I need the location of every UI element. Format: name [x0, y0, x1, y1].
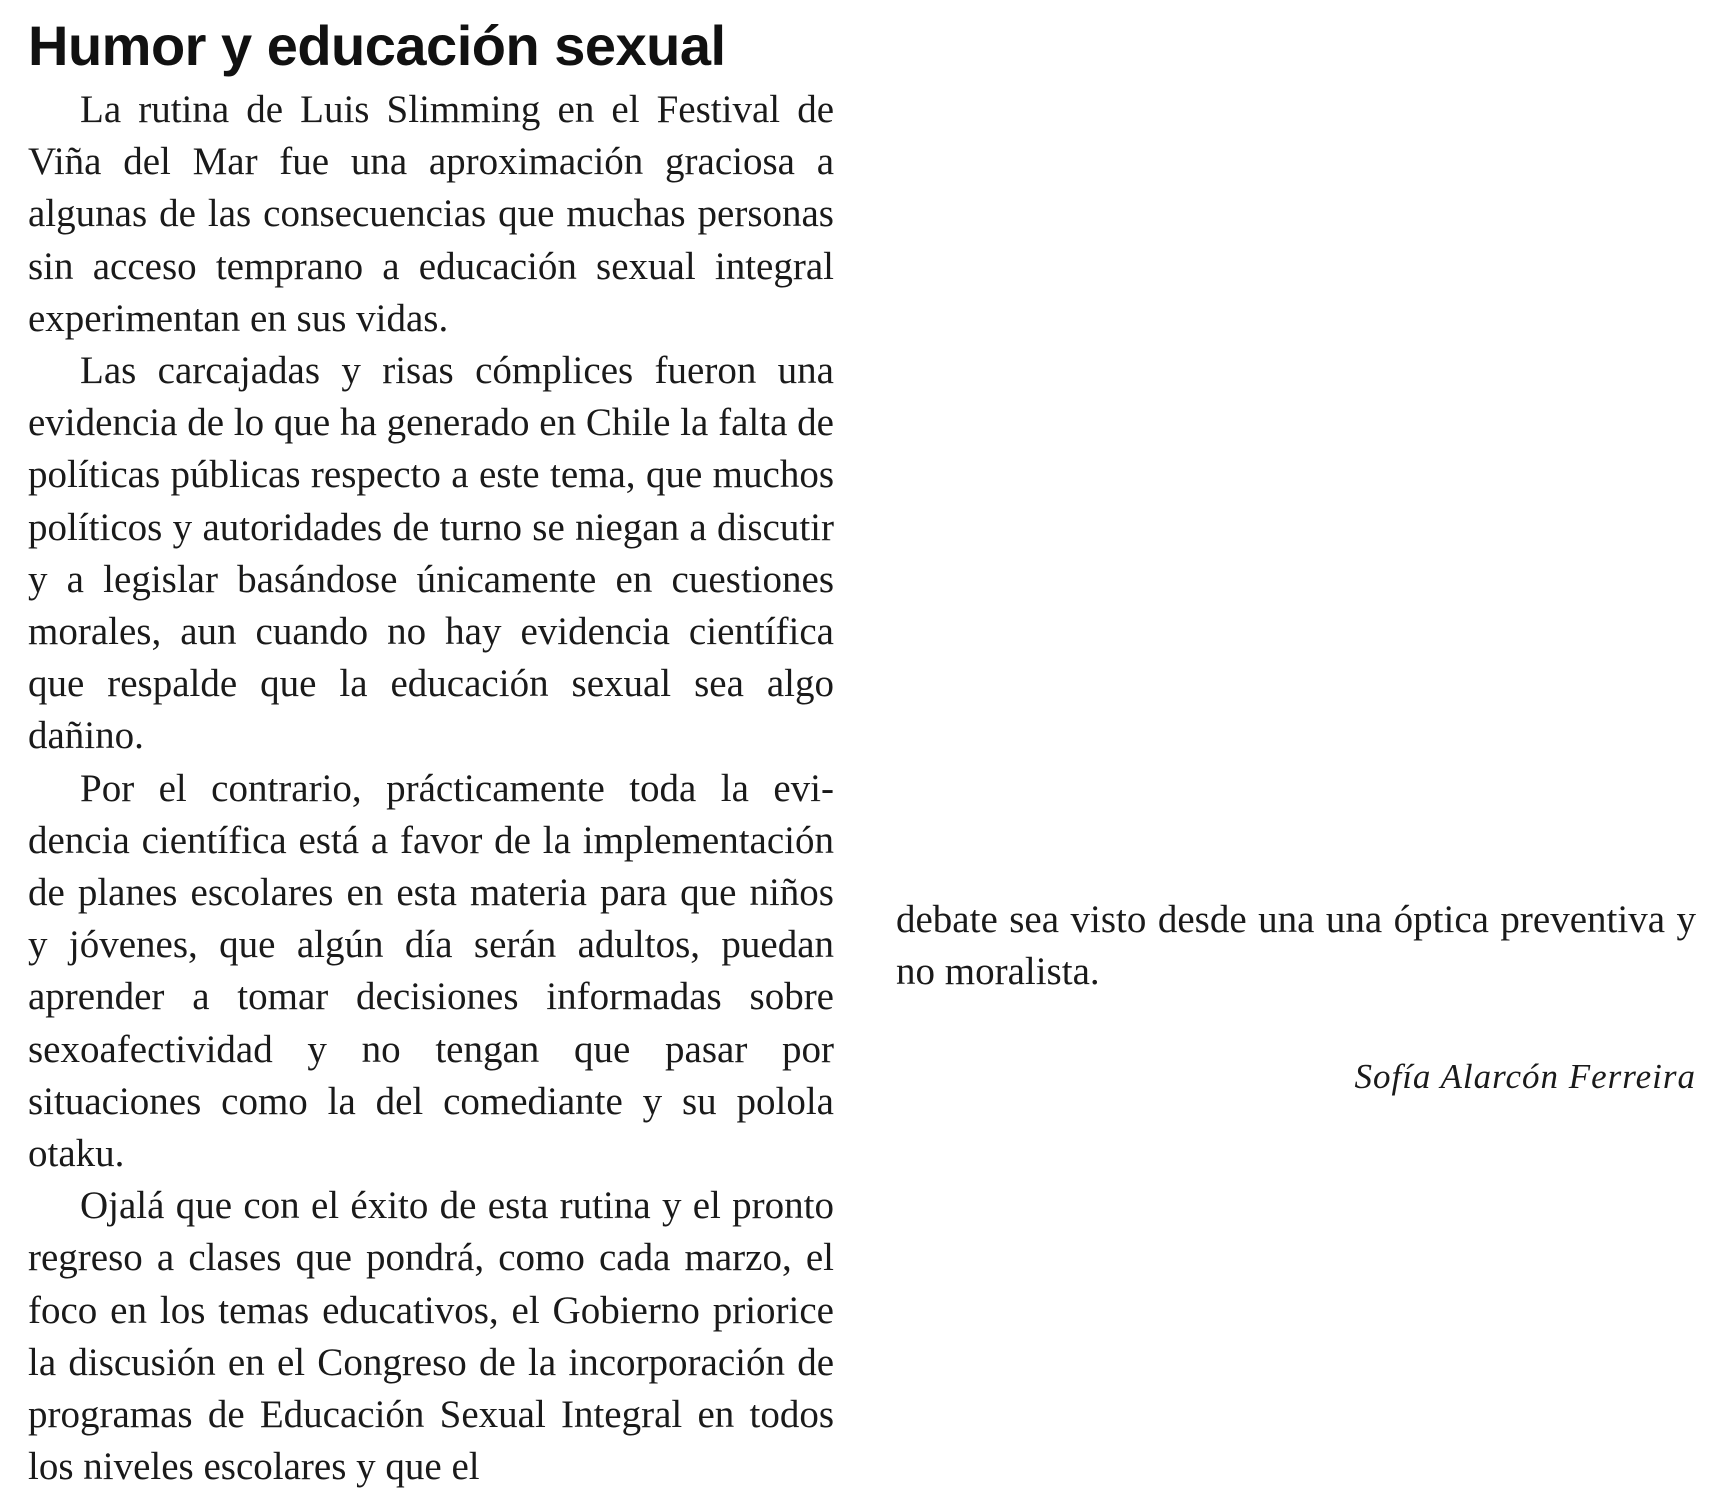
paragraph-3: Por el contrario, prácticamente toda la evidencia científica está a favor de la implementación de planes escolares en esta materia para que niños y jóvenes, que algún día serán adultos, puedan aprender a tomar decisiones informadas sobre sexoafectividad y no tengan que pasar por situaciones como la del comediante y su polola otaku.: [28, 766, 834, 1176]
paragraph-1: La rutina de Luis Slimming en el Festival de Viña del Mar fue una aproximación graciosa a algunas de las consecuencias que muchas personas sin acceso temprano a educación sexual integral experimentan en sus vidas.: [28, 88, 834, 340]
article-title: Humor y educación sexual: [28, 14, 726, 77]
left-column: [28, 84, 834, 1493]
author-signature: Sofía Alarcón Ferreira: [1354, 1057, 1696, 1096]
right-column: [896, 894, 1696, 998]
paragraph-continuation: debate sea visto desde una una óptica preventiva y no moralista.: [896, 898, 1696, 994]
paragraph-2: Las carcajadas y risas cómplices fueron una evidencia de lo que ha generado en Chile la falta de políticas públicas respecto a este tema, que muchos políticos y autoridades de turno se niegan a discutir y a legislar basándose únicamente en cuestiones morales, aun cuando no hay evidencia científica que respalde que la educación sexual sea algo dañino.: [28, 349, 834, 758]
paragraph-4: Ojalá que con el éxito de esta rutina y el pronto regreso a clases que pondrá, como cada marzo, el foco en los temas educativos, el Gobierno priorice la discusión en el Congreso de la incorporación de programas de Educación Sexual Integral en todos los niveles escolares y que el: [28, 1184, 834, 1489]
